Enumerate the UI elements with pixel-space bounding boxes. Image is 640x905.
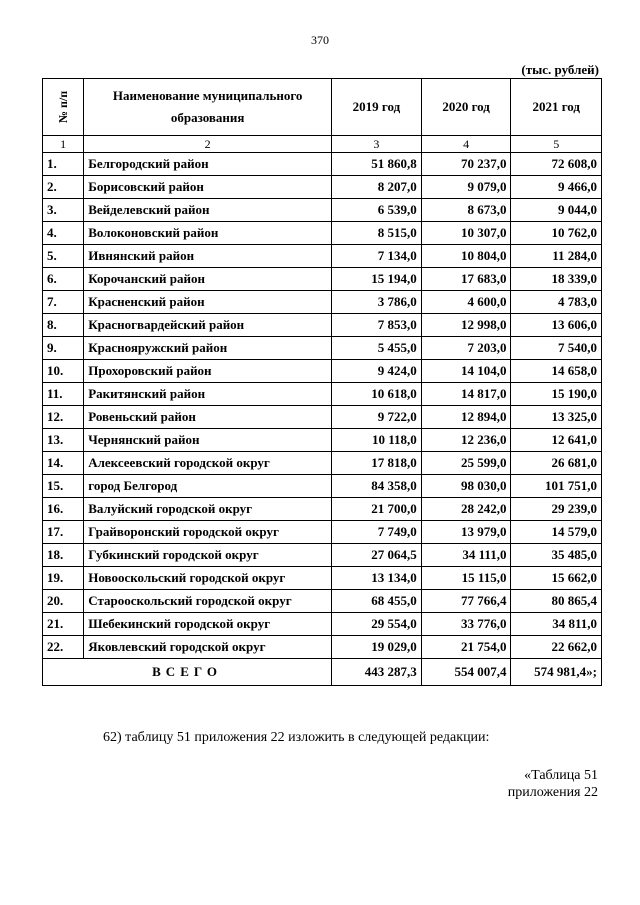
row-number: 12. [43,406,84,429]
row-number: 3. [43,199,84,222]
row-number: 5. [43,245,84,268]
row-2021: 29 239,0 [511,498,602,521]
row-2020: 9 079,0 [421,176,511,199]
row-2019: 21 700,0 [332,498,422,521]
total-2021: 574 981,4»; [511,659,602,686]
row-2020: 7 203,0 [421,337,511,360]
row-name: Ивнянский район [84,245,332,268]
row-2021: 80 865,4 [511,590,602,613]
row-2021: 72 608,0 [511,153,602,176]
row-name: Красненский район [84,291,332,314]
total-row [43,659,602,686]
row-name: Чернянский район [84,429,332,452]
row-number: 22. [43,636,84,659]
table-caption [508,767,598,801]
amendment-paragraph: 62) таблицу 51 приложения 22 изложить в следующей редакции: [103,730,490,745]
row-number: 13. [43,429,84,452]
row-2020: 15 115,0 [421,567,511,590]
header-2021: 2021 год [511,79,602,136]
total-label: ВСЕГО [43,659,332,686]
row-2019: 27 064,5 [332,544,422,567]
row-2019: 8 515,0 [332,222,422,245]
table-row [43,176,602,199]
row-number: 14. [43,452,84,475]
row-2019: 10 618,0 [332,383,422,406]
row-2021: 7 540,0 [511,337,602,360]
table-row [43,291,602,314]
table-row [43,222,602,245]
row-2020: 12 236,0 [421,429,511,452]
column-index: 3 [332,136,422,153]
row-name: Волоконовский район [84,222,332,245]
table-header-row [43,79,602,136]
table-row [43,613,602,636]
row-2019: 6 539,0 [332,199,422,222]
row-2021: 12 641,0 [511,429,602,452]
row-2021: 35 485,0 [511,544,602,567]
table-row [43,360,602,383]
table-row [43,475,602,498]
table-row [43,429,602,452]
row-number: 9. [43,337,84,360]
row-2021: 18 339,0 [511,268,602,291]
row-name: Белгородский район [84,153,332,176]
table-row [43,245,602,268]
table-row [43,199,602,222]
caption-line-1: «Таблица 51 [524,768,598,783]
row-2019: 29 554,0 [332,613,422,636]
row-2020: 10 307,0 [421,222,511,245]
row-number: 15. [43,475,84,498]
row-2021: 13 325,0 [511,406,602,429]
row-name: Губкинский городской округ [84,544,332,567]
total-2019: 443 287,3 [332,659,422,686]
row-name: Корочанский район [84,268,332,291]
row-2021: 101 751,0 [511,475,602,498]
table-body [43,153,602,659]
table-row [43,314,602,337]
row-number: 17. [43,521,84,544]
row-name: Прохоровский район [84,360,332,383]
row-2021: 11 284,0 [511,245,602,268]
row-number: 11. [43,383,84,406]
row-2020: 13 979,0 [421,521,511,544]
row-2020: 14 817,0 [421,383,511,406]
row-2020: 10 804,0 [421,245,511,268]
row-2020: 34 111,0 [421,544,511,567]
row-2020: 8 673,0 [421,199,511,222]
header-2019: 2019 год [332,79,422,136]
row-number: 10. [43,360,84,383]
row-number: 2. [43,176,84,199]
row-2021: 14 579,0 [511,521,602,544]
header-num [43,79,84,136]
table-row [43,337,602,360]
row-2020: 14 104,0 [421,360,511,383]
column-index: 5 [511,136,602,153]
row-name: Грайворонский городской округ [84,521,332,544]
row-name: Краснояружский район [84,337,332,360]
row-2019: 10 118,0 [332,429,422,452]
table-row [43,268,602,291]
row-2019: 19 029,0 [332,636,422,659]
table-row [43,406,602,429]
row-2019: 51 860,8 [332,153,422,176]
header-2020: 2020 год [421,79,511,136]
row-name: Валуйский городской округ [84,498,332,521]
row-2020: 17 683,0 [421,268,511,291]
column-index: 4 [421,136,511,153]
row-name: Вейделевский район [84,199,332,222]
row-number: 1. [43,153,84,176]
row-2019: 5 455,0 [332,337,422,360]
total-2020: 554 007,4 [421,659,511,686]
table-row [43,521,602,544]
table-row [43,498,602,521]
row-2021: 15 190,0 [511,383,602,406]
row-2021: 26 681,0 [511,452,602,475]
table-row [43,590,602,613]
header-num-label: № п/п [56,90,71,124]
row-2020: 4 600,0 [421,291,511,314]
row-2021: 9 044,0 [511,199,602,222]
row-2020: 70 237,0 [421,153,511,176]
row-name: Алексеевский городской округ [84,452,332,475]
row-name: Ракитянский район [84,383,332,406]
row-name: Новооскольский городской округ [84,567,332,590]
row-2021: 10 762,0 [511,222,602,245]
row-2020: 12 894,0 [421,406,511,429]
caption-line-2: приложения 22 [507,785,598,800]
row-2021: 22 662,0 [511,636,602,659]
row-2019: 68 455,0 [332,590,422,613]
row-name: город Белгород [84,475,332,498]
row-number: 20. [43,590,84,613]
row-2021: 34 811,0 [511,613,602,636]
row-2021: 9 466,0 [511,176,602,199]
row-number: 7. [43,291,84,314]
row-2019: 84 358,0 [332,475,422,498]
row-2020: 28 242,0 [421,498,511,521]
table-row [43,544,602,567]
row-2019: 9 424,0 [332,360,422,383]
row-number: 16. [43,498,84,521]
row-name: Яковлевский городской округ [84,636,332,659]
row-2019: 8 207,0 [332,176,422,199]
budget-table [42,78,602,686]
header-name: Наименование муниципального образования [84,79,332,136]
row-2019: 7 749,0 [332,521,422,544]
table-row [43,383,602,406]
table-row [43,452,602,475]
page-number: 370 [311,33,329,47]
row-name: Шебекинский городской округ [84,613,332,636]
row-2021: 15 662,0 [511,567,602,590]
row-2020: 33 776,0 [421,613,511,636]
row-2019: 3 786,0 [332,291,422,314]
row-2020: 98 030,0 [421,475,511,498]
row-2019: 7 134,0 [332,245,422,268]
unit-note: (тыс. рублей) [521,62,599,77]
row-name: Ровеньский район [84,406,332,429]
row-2019: 17 818,0 [332,452,422,475]
column-index-row [43,136,602,153]
column-index: 2 [84,136,332,153]
row-name: Борисовский район [84,176,332,199]
row-2021: 14 658,0 [511,360,602,383]
row-2019: 15 194,0 [332,268,422,291]
row-number: 6. [43,268,84,291]
row-name: Красногвардейский район [84,314,332,337]
table-row [43,636,602,659]
column-index: 1 [43,136,84,153]
row-number: 8. [43,314,84,337]
row-2020: 77 766,4 [421,590,511,613]
row-2020: 12 998,0 [421,314,511,337]
row-name: Старооскольский городской округ [84,590,332,613]
row-2020: 21 754,0 [421,636,511,659]
row-2021: 13 606,0 [511,314,602,337]
row-2019: 7 853,0 [332,314,422,337]
row-number: 19. [43,567,84,590]
table-row [43,153,602,176]
table-row [43,567,602,590]
row-number: 4. [43,222,84,245]
row-2019: 9 722,0 [332,406,422,429]
row-2021: 4 783,0 [511,291,602,314]
row-2020: 25 599,0 [421,452,511,475]
row-number: 21. [43,613,84,636]
row-number: 18. [43,544,84,567]
row-2019: 13 134,0 [332,567,422,590]
